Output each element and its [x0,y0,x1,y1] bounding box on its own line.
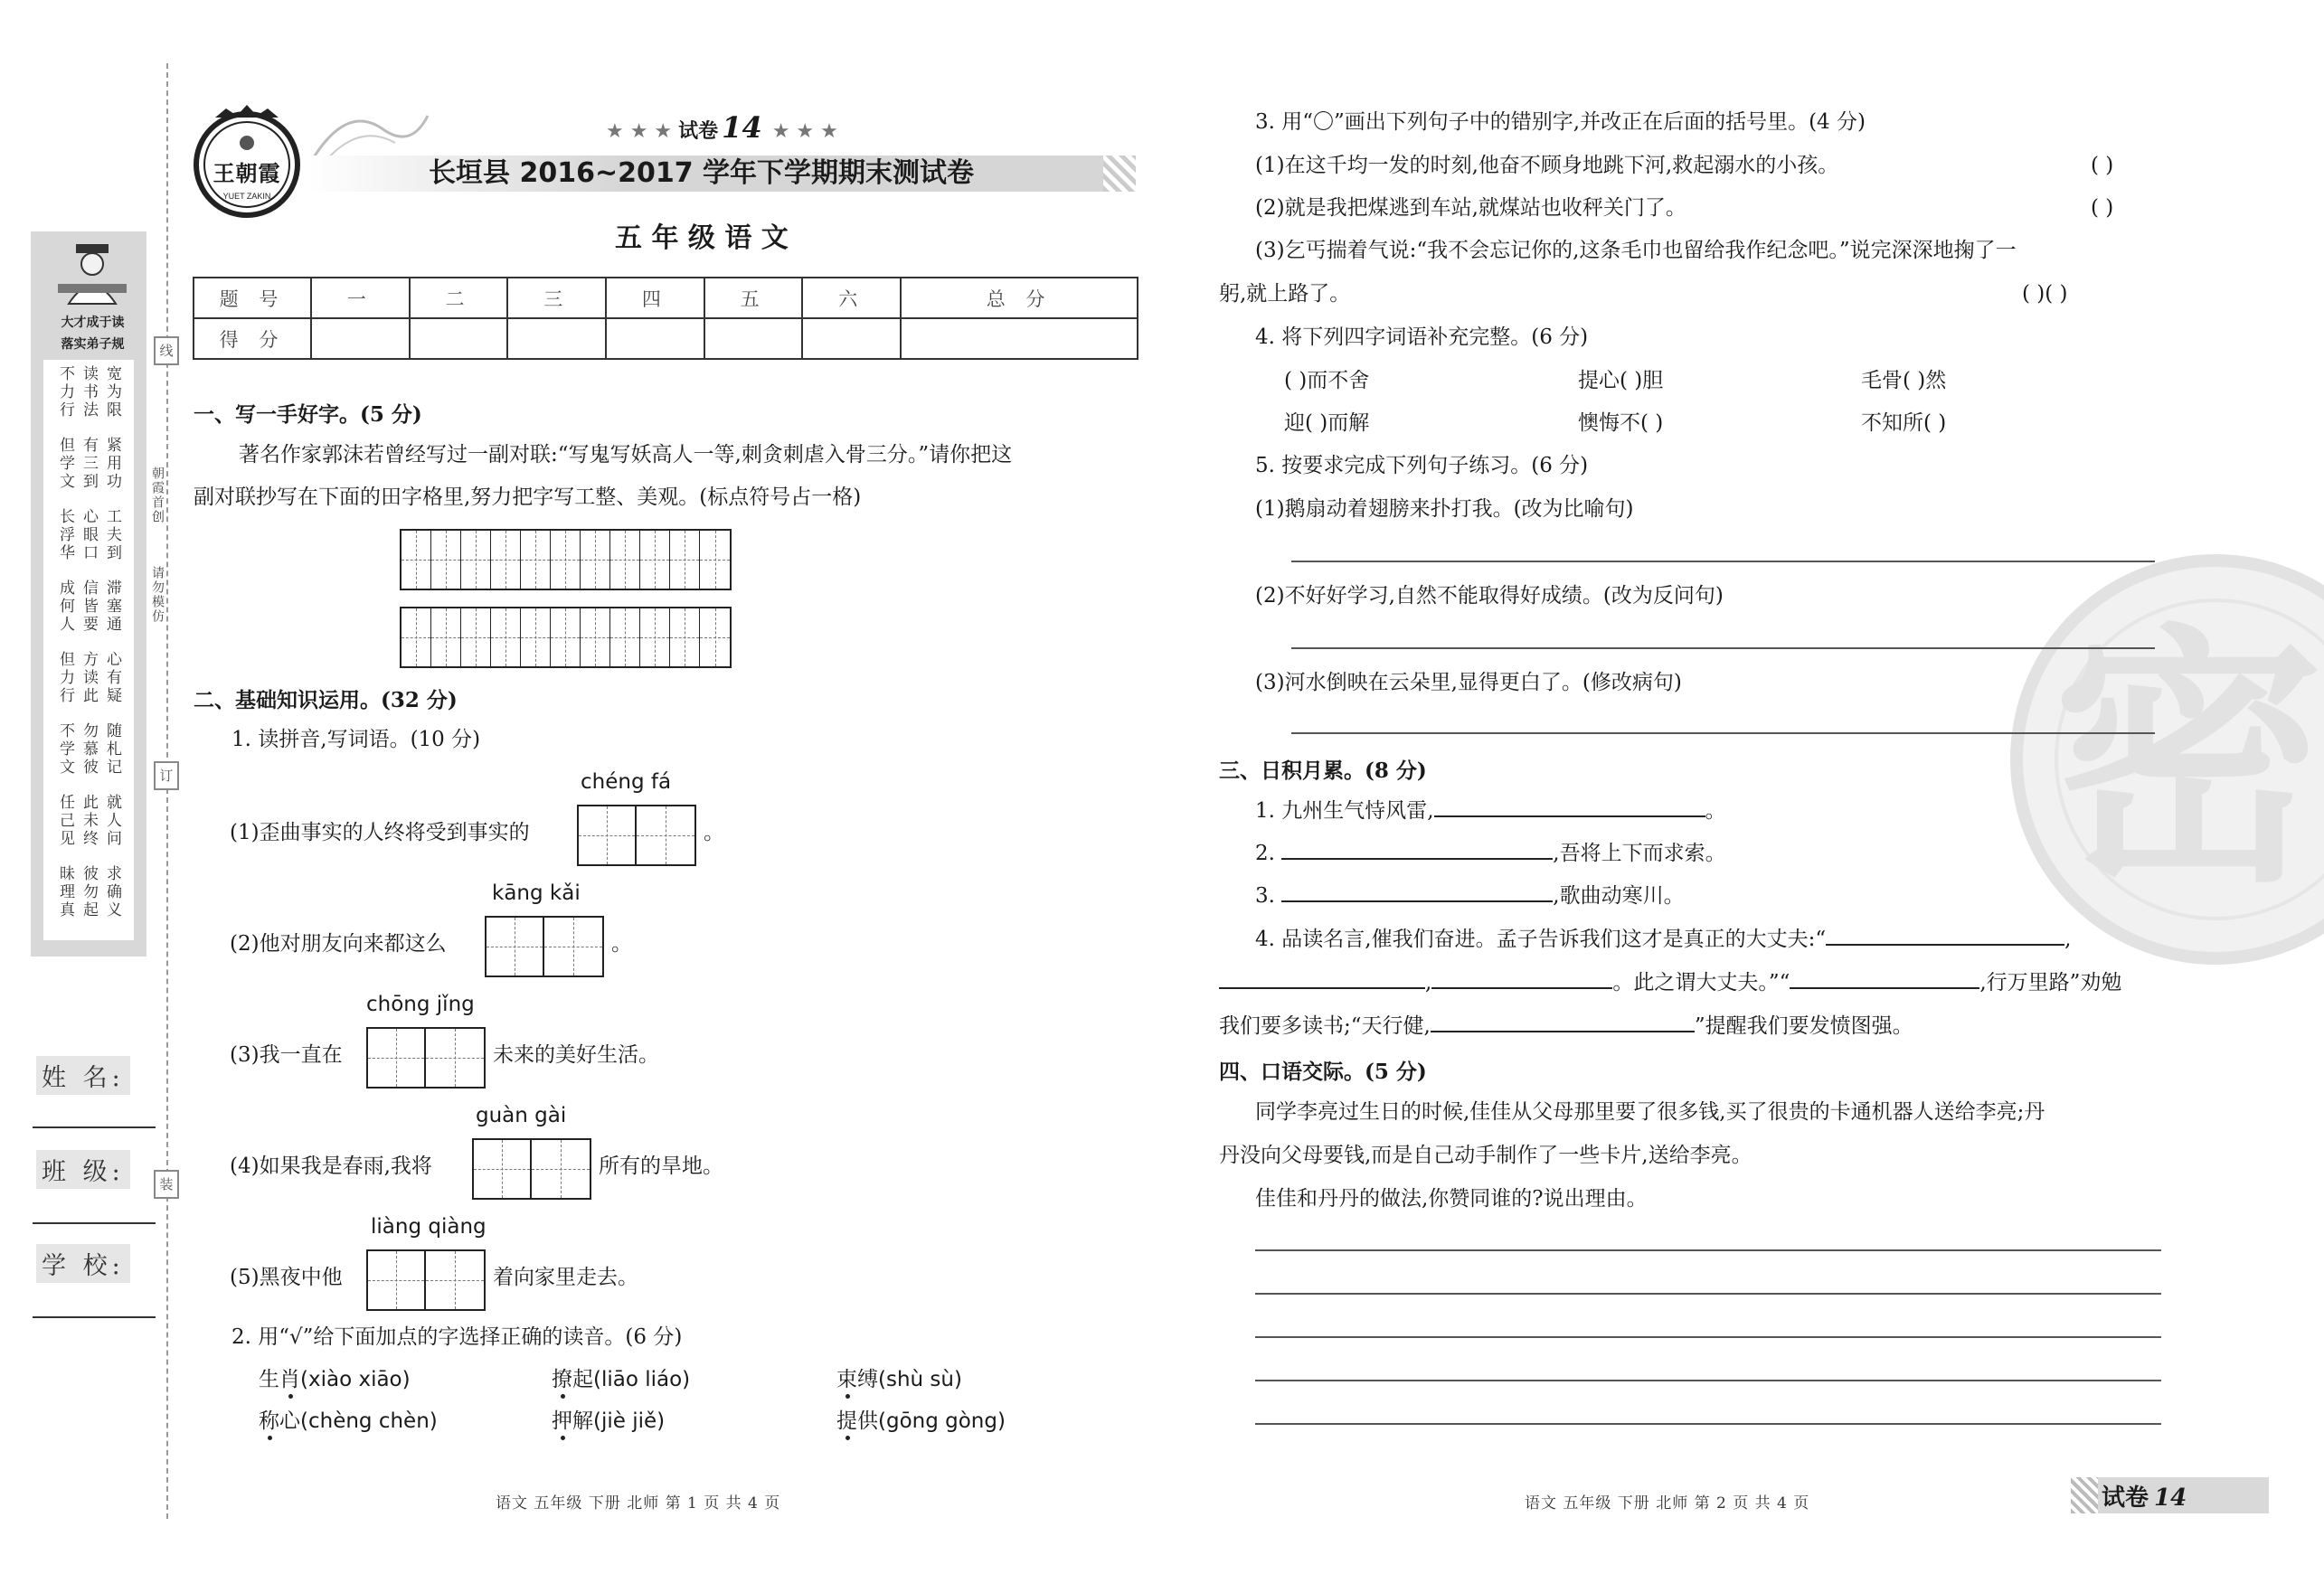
s3-item-4: 4. 品读名言,催我们奋进。孟子告诉我们这才是真正的大丈夫:“ , [1255,928,2072,951]
s4-para1-line2: 丹没向父母要钱,而是自己动手制作了一些卡片,送给李亮。 [1219,1144,1752,1167]
class-line[interactable] [33,1222,156,1224]
q3-3b: 躬,就上路了。 [1219,282,1351,306]
score-cell[interactable] [901,318,1138,359]
section1-heading: 一、写一手好字。(5 分) [194,402,422,427]
logo-text: 王朝霞 [213,160,281,186]
score-head-label: 题 号 [194,278,311,318]
publisher-logo [188,101,306,219]
s3-item-4-cont: , 。此之谓大丈夫。”“ ,行万里路”劝勉 [1219,969,2121,996]
title-band-pattern [1103,156,1136,192]
motto-phrase: 彼勿起 [80,865,98,919]
s4-para1-line1: 同学李亮过生日的时候,佳佳从父母那里要了很多钱,买了很贵的卡通机器人送给李亮;丹 [1255,1100,2045,1124]
motto-phrase: 成何人 [56,580,74,634]
q1-4-before: (4)如果我是春雨,我将 [230,1155,432,1178]
s3-item-1: 1. 九州生气恃风雷, 。 [1255,799,1726,823]
answer-line-q5-2[interactable] [1291,647,2155,649]
answer-line-s4-1[interactable] [1255,1249,2161,1251]
binding-mark-order: 订 [154,761,179,790]
motto-phrase: 就人问 [103,794,121,848]
motto-phrase: 但力行 [56,651,74,705]
score-row-label: 得 分 [194,318,311,359]
motto-phrase: 昧理真 [56,865,74,919]
choice-2[interactable]: 撩起(liāo liáo) [552,1368,691,1391]
paper-number: ★ ★ ★ 试卷 14 ★ ★ ★ [606,110,838,145]
motto-phrase: 心有疑 [103,651,121,705]
score-head-3: 三 [507,278,606,318]
motto-phrase: 但学文 [56,437,74,491]
motto-phrase: 读书法 [80,365,98,419]
section2-q2: 2. 用“√”给下面加点的字选择正确的读音。(6 分) [231,1325,683,1349]
q1-1-before: (1)歪曲事实的人终将受到事实的 [230,821,530,844]
side-text-1: 朝霞首创 [150,467,165,524]
footer-right: 语文 五年级 下册 北师 第 2 页 共 4 页 [1525,1494,1810,1513]
idiom-2[interactable]: 提心( )胆 [1578,369,1664,392]
score-head-1: 一 [311,278,410,318]
score-head-4: 四 [606,278,704,318]
pinyin-3: chōng jǐng [366,993,475,1016]
score-head-total: 总 分 [901,278,1138,318]
section1-line2: 副对联抄写在下面的田字格里,努力把字写工整、美观。(标点符号占一格) [194,485,862,509]
motto-top-1: 大才成于读 [61,316,125,330]
answer-line-s4-5[interactable] [1255,1423,2161,1425]
blank-s3-2[interactable] [1281,840,1553,860]
word-grid-4[interactable] [472,1138,591,1200]
page-badge-pattern [2071,1477,2098,1513]
score-table [193,277,1138,360]
answer-line-q5-3[interactable] [1291,732,2155,734]
confidential-watermark: 密 [1998,551,2297,1004]
binding-dashed-line [166,63,168,1519]
idiom-1[interactable]: ( )而不舍 [1284,369,1370,392]
choice-5[interactable]: 押解(jiè jiě) [552,1409,666,1433]
s3-item-4-end: 我们要多读书;“天行健, ”提醒我们要发愤图强。 [1219,1014,1913,1038]
idiom-4[interactable]: 迎( )而解 [1284,411,1370,435]
q1-3-before: (3)我一直在 [230,1043,343,1067]
word-grid-2[interactable] [485,916,604,977]
motto-phrase: 紧用功 [103,437,121,491]
motto-phrase: 不学文 [56,722,74,777]
motto-phrase: 求确义 [103,865,121,919]
q1-5-before: (5)黑夜中他 [230,1266,343,1289]
tianzige-row-1[interactable] [400,529,732,590]
pinyin-2: kāng kǎi [492,881,581,905]
q1-3-after: 未来的美好生活。 [493,1043,659,1067]
exam-title: 长垣县 2016~2017 学年下学期期末测试卷 [429,157,975,189]
q4-title: 4. 将下列四字词语补充完整。(6 分) [1255,325,1589,349]
score-cell[interactable] [507,318,606,359]
blank-s3-1[interactable] [1434,797,1705,817]
school-line[interactable] [33,1316,156,1318]
school-label: 学 校: [36,1244,130,1283]
subject-title: 五 年 级 语 文 [615,222,789,254]
motto-phrase: 心眼口 [80,508,98,562]
idiom-3[interactable]: 毛骨( )然 [1861,369,1947,392]
score-head-5: 五 [704,278,803,318]
q3-2-answer[interactable]: ( ) [2091,196,2114,220]
page-badge-text: 试卷 14 [2102,1484,2187,1512]
q5-2: (2)不好好学习,自然不能取得好成绩。(改为反问句) [1255,584,1724,608]
q5-3: (3)河水倒映在云朵里,显得更白了。(修改病句) [1255,671,1682,694]
q1-2-after: 。 [611,932,632,956]
score-head-6: 六 [802,278,901,318]
motto-top-2: 落实弟子规 [61,337,125,352]
q3-3-answer[interactable]: ( )( ) [2022,282,2068,306]
binding-mark-line: 线 [154,336,179,365]
q3-1-answer[interactable]: ( ) [2091,154,2114,177]
q1-2-before: (2)他对朋友向来都这么 [230,932,447,956]
q5-title: 5. 按要求完成下列句子练习。(6 分) [1255,454,1589,477]
section3-heading: 三、日积月累。(8 分) [1219,759,1427,783]
idiom-6[interactable]: 不知所( ) [1861,411,1947,435]
side-text-2: 请勿模仿 [150,566,165,624]
q1-5-after: 着向家里走去。 [493,1266,638,1289]
score-head-2: 二 [410,278,508,318]
s3-item-2: 2. ,吾将上下而求索。 [1255,842,1726,865]
q1-4-after: 所有的旱地。 [599,1155,723,1178]
motto-phrase: 有三到 [80,437,98,491]
section2-heading: 二、基础知识运用。(32 分) [194,688,458,712]
q5-1: (1)鹅扇动着翅膀来扑打我。(改为比喻句) [1255,497,1634,521]
section2-q1: 1. 读拼音,写词语。(10 分) [231,728,481,751]
score-cell[interactable] [802,318,901,359]
name-label: 姓 名: [36,1056,130,1095]
blank-s3-4c[interactable] [1431,969,1612,989]
q3-1: (1)在这千均一发的时刻,他奋不顾身地跳下河,救起溺水的小孩。 [1255,154,1839,177]
choice-3[interactable]: 束缚(shù sù) [836,1368,962,1391]
q3-2: (2)就是我把煤逃到车站,就煤站也收秤关门了。 [1255,196,1686,220]
motto-phrase: 工夫到 [103,508,121,562]
svg-text:YUET ZAKIN: YUET ZAKIN [222,192,271,201]
motto-phrase: 方读此 [80,651,98,705]
answer-line-s4-3[interactable] [1255,1336,2161,1338]
pinyin-4: guàn gài [476,1104,567,1127]
word-grid-1[interactable] [577,805,696,866]
answer-line-q5-1[interactable] [1291,561,2155,562]
word-grid-3[interactable] [366,1027,486,1089]
section4-heading: 四、口语交际。(5 分) [1219,1060,1427,1084]
score-cell[interactable] [606,318,704,359]
binding-mark-bind: 装 [154,1170,179,1199]
motto-phrase: 随札记 [103,722,121,777]
pinyin-1: chéng fá [581,770,672,794]
score-cell[interactable] [410,318,508,359]
s3-item-3: 3. ,歌曲动寒川。 [1255,884,1685,908]
pinyin-5: liàng qiàng [371,1215,487,1239]
q3-title: 3. 用“〇”画出下列句子中的错别字,并改正在后面的括号里。(4 分) [1255,110,1866,134]
footer-left: 语文 五年级 下册 北师 第 1 页 共 4 页 [496,1494,781,1513]
choice-1[interactable]: 生肖(xiào xiāo) [259,1368,411,1391]
q3-3a: (3)乞丐揣着气说:“我不会忘记你的,这条毛巾也留给我作纪念吧。”说完深深地掬了一 [1255,239,2017,262]
blank-s3-4b[interactable] [1219,969,1425,989]
blank-s3-3[interactable] [1281,882,1553,902]
motto-phrase: 信皆要 [80,580,98,634]
idiom-5[interactable]: 懊悔不( ) [1578,411,1664,435]
motto-phrase: 长浮华 [56,508,74,562]
choice-4[interactable]: 称心(chèng chèn) [259,1409,438,1433]
word-grid-5[interactable] [366,1249,486,1311]
name-line[interactable] [33,1126,156,1128]
tianzige-row-2[interactable] [400,607,732,668]
motto-phrase: 不力行 [56,365,74,419]
motto-phrase: 滞塞通 [103,580,121,634]
answer-line-s4-4[interactable] [1255,1380,2161,1381]
score-cell[interactable] [704,318,803,359]
blank-s3-4e[interactable] [1431,1013,1695,1032]
score-cell[interactable] [311,318,410,359]
class-label: 班 级: [36,1150,130,1189]
section1-line1: 著名作家郭沫若曾经写过一副对联:“写鬼写妖高人一等,刺贪刺虐入骨三分。”请你把这 [239,443,1013,467]
s4-prompt: 佳佳和丹丹的做法,你赞同谁的?说出理由。 [1255,1187,1648,1211]
blank-s3-4d[interactable] [1790,969,1979,989]
motto-phrase: 勿慕彼 [80,722,98,777]
blank-s3-4a[interactable] [1826,926,2064,946]
answer-line-s4-2[interactable] [1255,1293,2161,1295]
motto-phrase: 宽为限 [103,365,121,419]
choice-6[interactable]: 提供(gōng gòng) [836,1409,1006,1433]
motto-phrase: 任己见 [56,794,74,848]
motto-phrase: 此未终 [80,794,98,848]
scholar-figure-icon [49,240,136,306]
q1-1-after: 。 [704,821,724,844]
